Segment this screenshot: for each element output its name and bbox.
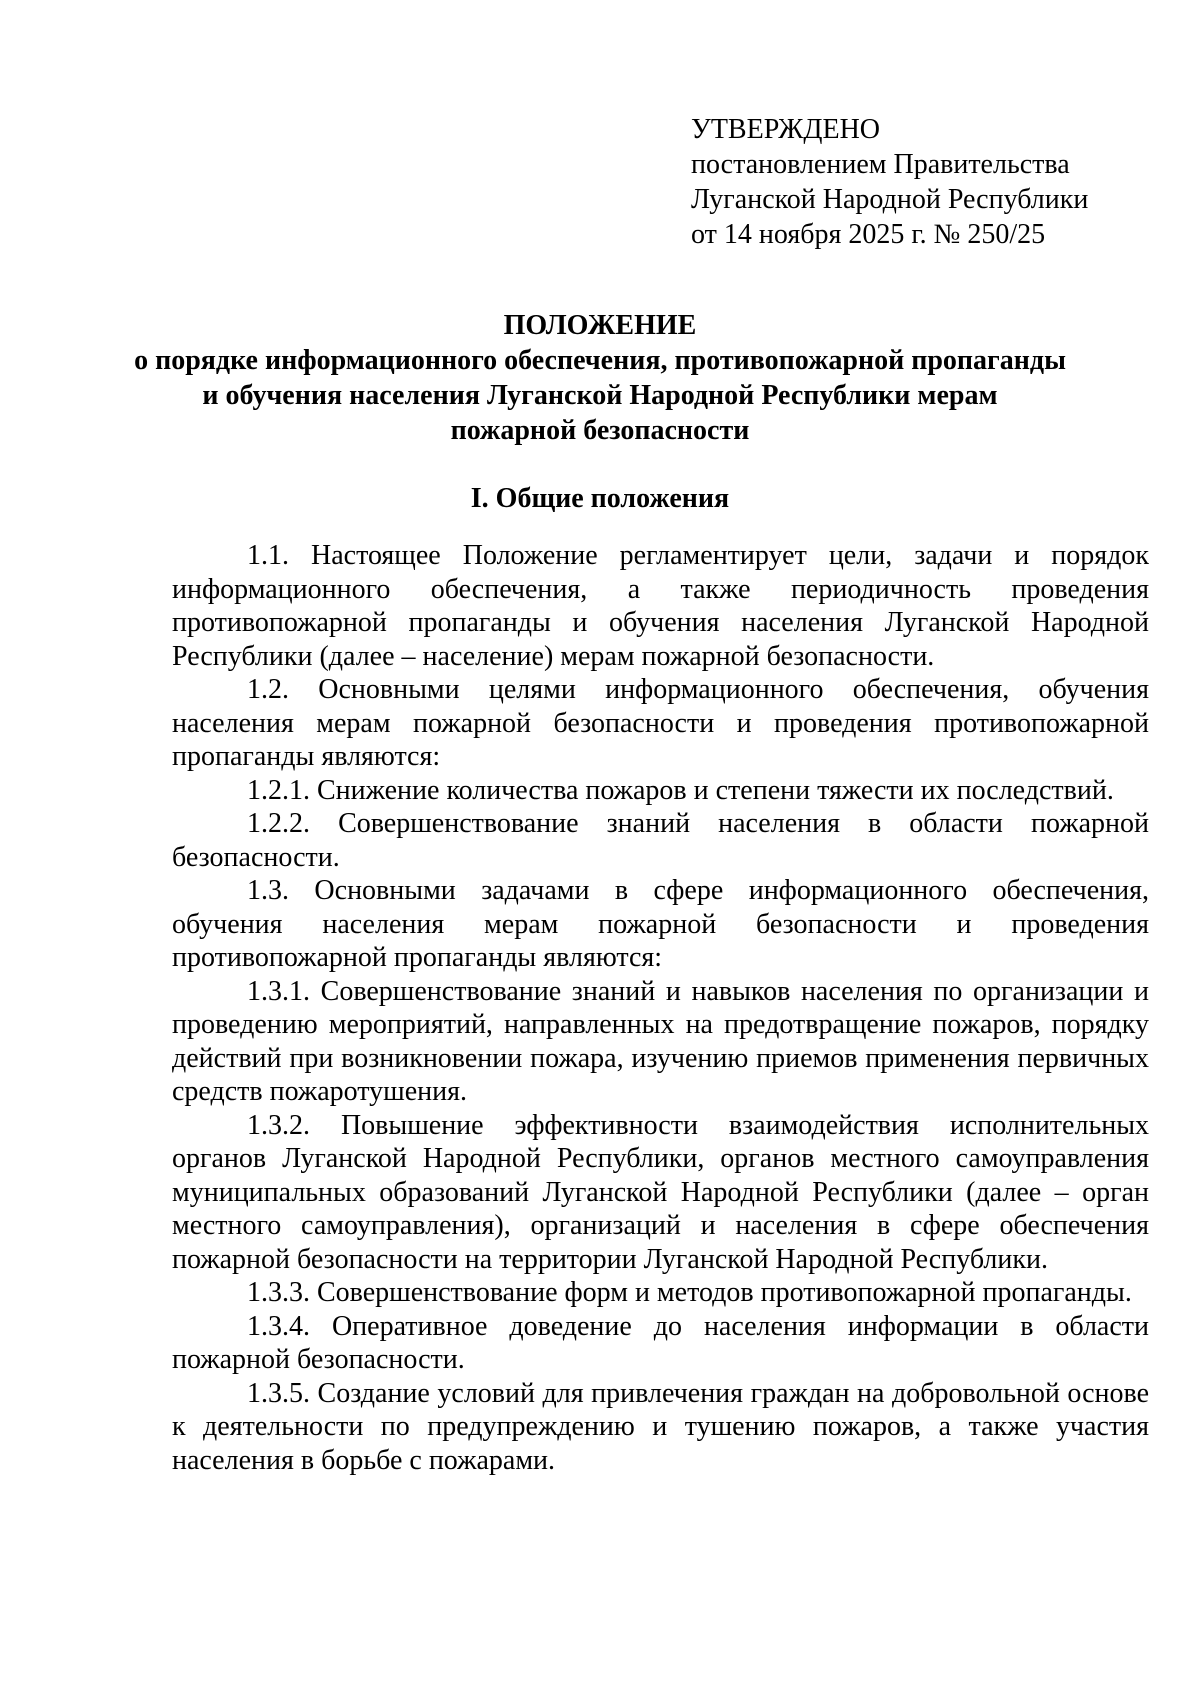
approval-line: УТВЕРЖДЕНО xyxy=(691,114,881,145)
paragraph-number: 1.2.2. xyxy=(247,808,310,839)
title-line: пожарной безопасности xyxy=(450,415,750,446)
paragraph-text: Совершенствование знаний населения в области пожарной безопасности. xyxy=(172,808,1149,873)
approval-line: от 14 ноября 2025 г. № 250/25 xyxy=(691,219,1046,250)
paragraph-text: Основными задачами в сфере информационного обеспечения, обучения населения мерам пожарной безопасности и проведения противопожарной пропаганды являются: xyxy=(172,875,1149,973)
document-title xyxy=(0,308,1200,448)
section-heading: I. Общие положения xyxy=(470,483,730,514)
approval-stamp xyxy=(691,112,1088,252)
paragraph-text: Совершенствование форм и методов противопожарной пропаганды. xyxy=(317,1277,1132,1308)
paragraph-number: 1.3. xyxy=(247,875,289,906)
paragraph xyxy=(172,539,1149,673)
approval-line: Луганской Народной Республики xyxy=(691,184,1089,215)
paragraph-text: Совершенствование знаний и навыков населения по организации и проведению мероприятий, направленных на предотвращение пожаров, порядку действий при возникновении пожара, изучению приемов применения первичных средств пожаротушения. xyxy=(172,975,1149,1107)
paragraph-text: Снижение количества пожаров и степени тяжести их последствий. xyxy=(317,774,1114,806)
paragraph-text: Настоящее Положение регламентирует цели, задачи и порядок информационного обеспечения, а также периодичность проведения противопожарной пропаганды и обучения населения Луганской Народной Республики (далее – население) мерам пожарной безопасности. xyxy=(172,540,1150,672)
paragraph-number: 1.3.1. xyxy=(247,975,310,1007)
paragraph xyxy=(172,774,1149,808)
paragraph-text: Повышение эффективности взаимодействия исполнительных органов Луганской Народной Республики, органов местного самоуправления муниципальных образований Луганской Народной Республики (далее – орган местного самоуправления), организаций и населения в сфере обеспечения пожарной безопасности на территории Луганской Народной Республики. xyxy=(172,1109,1150,1275)
title-line: и обучения населения Луганской Народной Республики мерам xyxy=(202,380,998,411)
paragraph-text: Создание условий для привлечения граждан на добровольной основе к деятельности по предупреждению и тушению пожаров, а также участия населения в борьбе с пожарами. xyxy=(172,1377,1150,1476)
paragraph-number: 1.2. xyxy=(247,674,289,705)
title-line: о порядке информационного обеспечения, противопожарной пропаганды xyxy=(134,345,1066,376)
paragraph-number: 1.3.2. xyxy=(247,1109,310,1141)
paragraph xyxy=(172,874,1149,975)
paragraph xyxy=(172,1276,1149,1310)
paragraph-text: Основными целями информационного обеспечения, обучения населения мерам пожарной безопасности и проведения противопожарной пропаганды являются: xyxy=(172,674,1150,772)
paragraph xyxy=(172,807,1149,874)
paragraph-number: 1.3.3. xyxy=(247,1277,310,1308)
paragraph xyxy=(172,1109,1149,1277)
paragraph xyxy=(172,1310,1149,1377)
paragraph-number: 1.2.1. xyxy=(247,774,310,806)
approval-line: постановлением Правительства xyxy=(691,149,1070,180)
paragraph-number: 1.3.4. xyxy=(247,1310,310,1342)
paragraph xyxy=(172,975,1149,1109)
paragraph-text: Оперативное доведение до населения информации в области пожарной безопасности. xyxy=(172,1310,1150,1375)
paragraph-number: 1.3.5. xyxy=(247,1377,310,1409)
paragraph xyxy=(172,673,1149,774)
title-line: ПОЛОЖЕНИЕ xyxy=(503,310,697,341)
document-body xyxy=(172,539,1149,1477)
paragraph-number: 1.1. xyxy=(247,540,289,571)
paragraph xyxy=(172,1377,1149,1478)
